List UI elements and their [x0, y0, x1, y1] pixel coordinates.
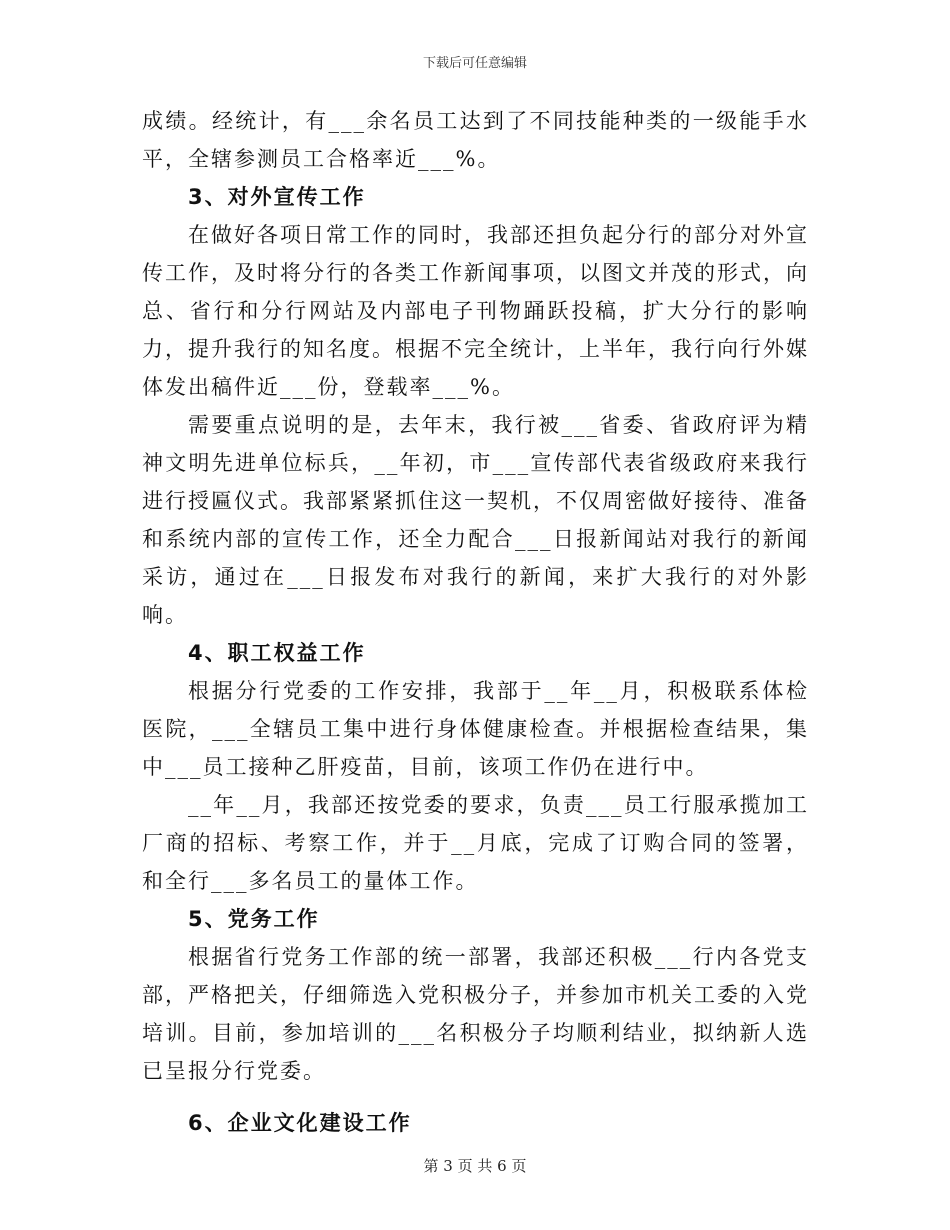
paragraph-health-check: 根据分行党委的工作安排，我部于__年__月，积极联系体检医院，___全辖员工集中进行身体健康检查。并根据检查结果，集中___员工接种乙肝疫苗，目前，该项工作仍在进行中。: [142, 679, 809, 779]
paragraph-intro: 成绩。经统计，有___余名员工达到了不同技能种类的一级能手水平，全辖参测员工合格率近___%。: [142, 109, 809, 171]
section-heading-3: 3、对外宣传工作: [188, 185, 366, 209]
page-header-note: 下载后可任意编辑: [422, 56, 527, 71]
paragraph-award: 需要重点说明的是，去年末，我行被___省委、省政府评为精神文明先进单位标兵，__年初，市___宣传部代表省级政府来我行进行授匾仪式。我部紧紧抓住这一契机，不仅周密做好接待、准备和系统内部的宣传工作，还全力配合___日报新闻站对我行的新闻采访，通过在___日报发布对我行的新闻，来扩大我行的对外影响。: [142, 413, 809, 627]
paragraph-uniform: __年__月，我部还按党委的要求，负责___员工行服承揽加工厂商的招标、考察工作，并于__月底，完成了订购合同的签署，和全行___多名员工的量体工作。: [142, 793, 809, 893]
section-heading-4: 4、职工权益工作: [188, 641, 366, 665]
document-body: [142, 102, 809, 1142]
page-footer-page-number: 第 3 页 共 6 页: [423, 1157, 527, 1175]
paragraph-party-affairs: 根据省行党务工作部的统一部署，我部还积极___行内各党支部，严格把关，仔细筛选入党积极分子，并参加市机关工委的入党培训。目前，参加培训的___名积极分子均顺利结业，拟纳新人选已呈报分行党委。: [142, 945, 809, 1083]
section-heading-5: 5、党务工作: [188, 907, 320, 931]
section-heading-6: 6、企业文化建设工作: [188, 1111, 412, 1135]
paragraph-publicity: 在做好各项日常工作的同时，我部还担负起分行的部分对外宣传工作，及时将分行的各类工作新闻事项，以图文并茂的形式，向总、省行和分行网站及内部电子刊物踊跃投稿，扩大分行的影响力，提升我行的知名度。根据不完全统计，上半年，我行向行外媒体发出稿件近___份，登载率___%。: [142, 223, 809, 399]
